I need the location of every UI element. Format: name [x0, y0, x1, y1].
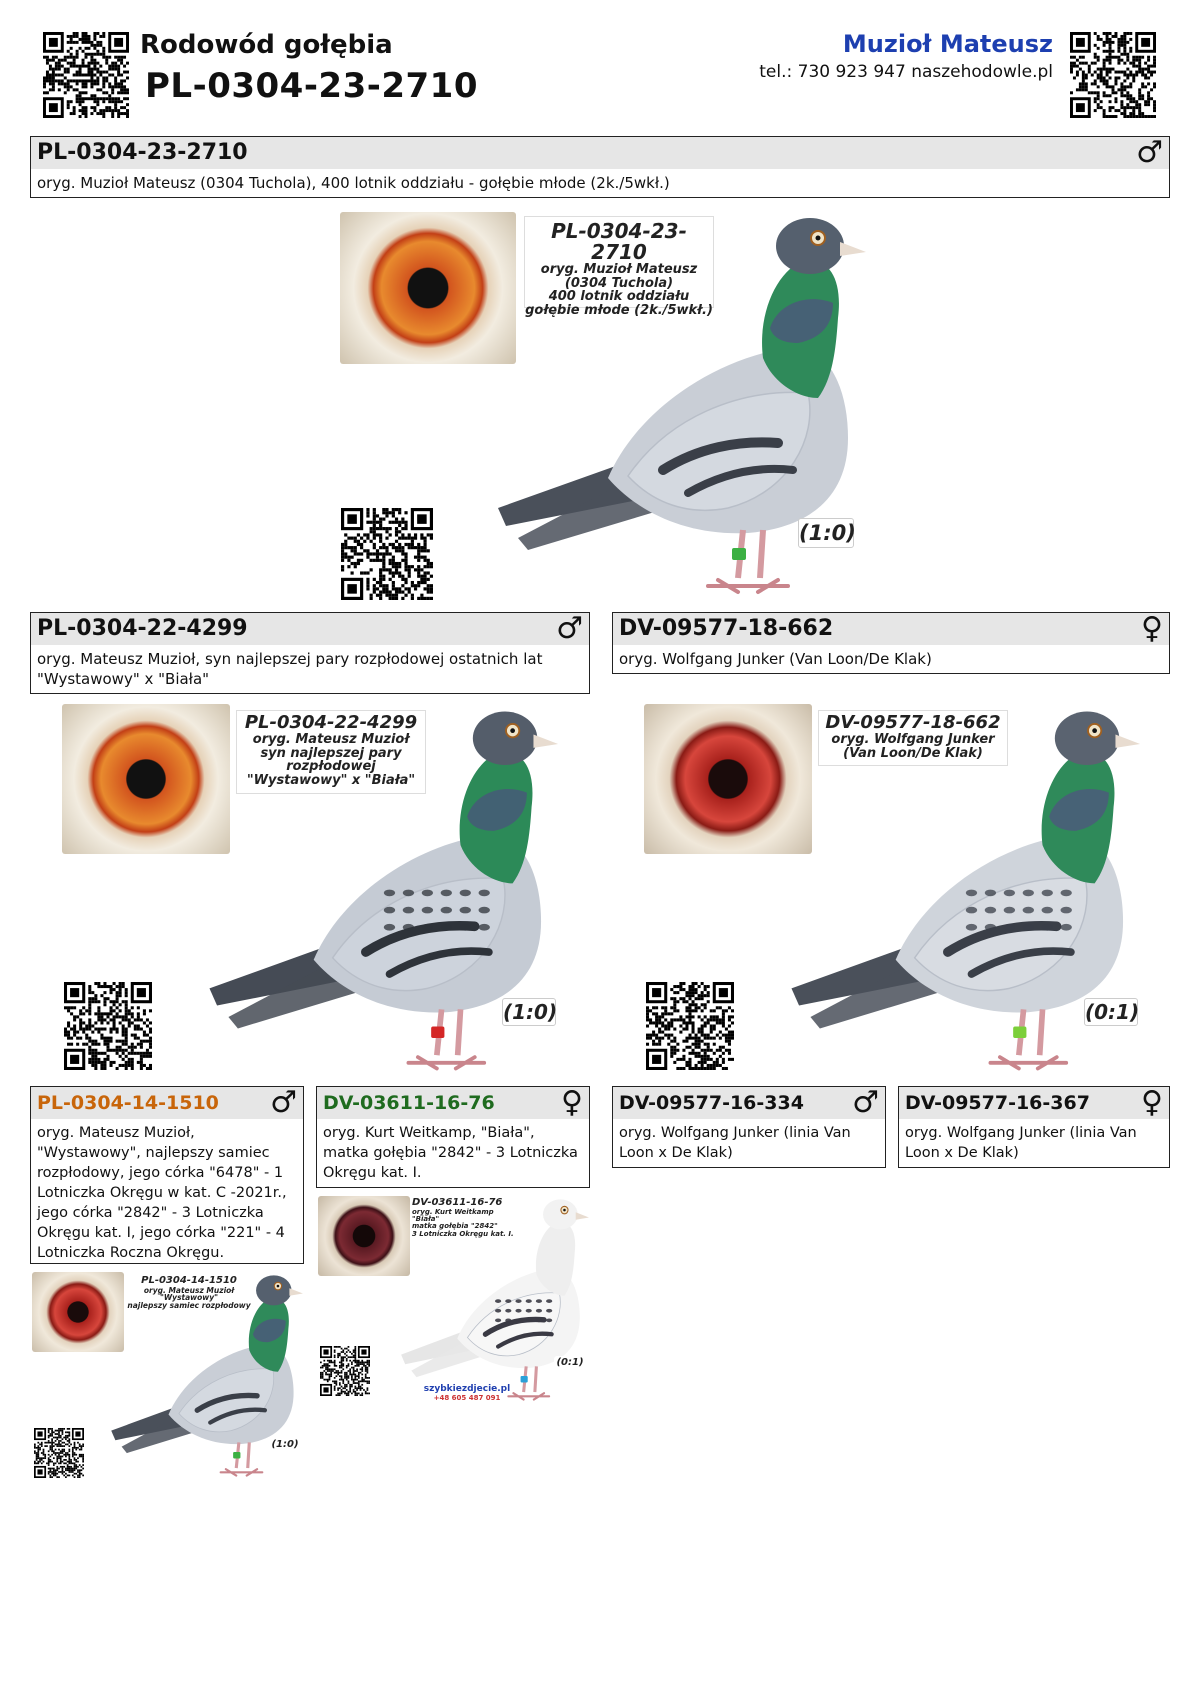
- ratio-label: (1:0): [503, 1000, 558, 1024]
- paternal-grandfather-box: [30, 1086, 304, 1264]
- pigeon-check-mark: [422, 890, 433, 897]
- father-pigeon-photo: [60, 702, 560, 1080]
- pigeon-check-mark: [422, 924, 433, 931]
- main-pigeon-box: [30, 136, 1170, 198]
- paternal-grandfather-ring: PL-0304-14-1510: [37, 1092, 219, 1114]
- photo-caption-line: matka gołębia "2842": [412, 1222, 498, 1231]
- father-header: [31, 613, 589, 645]
- maternal-grandmother-box: [898, 1086, 1170, 1168]
- owner-name: Muzioł Mateusz: [842, 30, 1053, 58]
- pigeon-check-mark: [384, 890, 395, 897]
- pigeon-check-mark: [985, 907, 996, 914]
- pigeon-check-mark: [1042, 907, 1053, 914]
- pigeon-check-mark: [526, 1309, 532, 1313]
- pigeon-check-mark: [384, 924, 395, 931]
- mother-description: oryg. Wolfgang Junker (Van Loon/De Klak): [619, 650, 932, 668]
- maternal-grandfather-box: [612, 1086, 886, 1168]
- paternal-grandfather-description: oryg. Mateusz Muzioł, "Wystawowy", najlepszy samiec rozpłodowy, jego córka "6478" - 1 Lotniczka Okręgu w kat. C -2021r., jego córka "2842" - 3 Lotniczka Okręgu kat. I, jego córka "221" - 4 Lotniczka Roczna Okręgu.: [37, 1125, 287, 1261]
- pigeon-feet: [990, 1057, 1066, 1068]
- pigeon-beak: [289, 1288, 303, 1295]
- page-title: Rodowód gołębia: [140, 30, 393, 60]
- photo-caption-ring: PL-0304-14-1510: [141, 1275, 237, 1286]
- pigeon-head: [1055, 712, 1119, 765]
- mother-ring: DV-09577-18-662: [619, 616, 834, 641]
- paternal-grandfather-photo: [30, 1270, 304, 1482]
- header-qr-code-right: [1070, 32, 1156, 118]
- pigeon-check-mark: [1061, 924, 1072, 931]
- photo-caption-line: "Wystawowy": [160, 1293, 218, 1303]
- pigeon-head: [776, 218, 844, 274]
- pigeon-feet: [221, 1469, 263, 1475]
- pigeon-check-mark: [1042, 924, 1053, 931]
- paternal-grandfather-header: [31, 1087, 303, 1119]
- ratio-label: (1:0): [270, 1438, 300, 1454]
- pigeon-check-mark: [505, 1318, 511, 1322]
- watermark-phone: +48 605 487 091: [433, 1394, 501, 1402]
- pigeon-check-mark: [460, 924, 471, 931]
- pigeon-pupil: [1092, 728, 1097, 733]
- pigeon-check-mark: [1023, 907, 1034, 914]
- mother-pigeon-photo: [642, 702, 1142, 1080]
- pigeon-check-mark: [536, 1299, 542, 1303]
- pigeon-check-mark: [546, 1318, 552, 1322]
- maternal-grandfather-description: oryg. Wolfgang Junker (linia Van Loon x De Klak): [619, 1125, 851, 1161]
- main-pigeon-ring: PL-0304-23-2710: [37, 140, 248, 165]
- pigeon-check-mark: [1004, 907, 1015, 914]
- maternal-grandmother-ring: DV-09577-16-367: [905, 1092, 1090, 1114]
- main-pigeon-description: oryg. Muzioł Mateusz (0304 Tuchola), 400 lotnik oddziału - gołębie młode (2k./5wkł.): [37, 174, 670, 192]
- photo-caption-line: najlepszy samiec rozpłodowy: [127, 1301, 251, 1311]
- pigeon-check-mark: [460, 907, 471, 914]
- photo-caption-line: oryg. Wolfgang Junker: [831, 731, 995, 747]
- maternal-grandfather-ring: DV-09577-16-334: [619, 1092, 804, 1114]
- photo-qr-code: [34, 1428, 84, 1478]
- pigeon-pupil: [563, 1209, 566, 1212]
- pigeon-check-mark: [515, 1318, 521, 1322]
- pigeon-check-mark: [526, 1318, 532, 1322]
- pigeon-picture: [396, 1194, 590, 1406]
- pigeon-pupil: [816, 236, 821, 241]
- pigeon-check-mark: [1023, 890, 1034, 897]
- photo-caption-line: oryg. Muzioł Mateusz: [540, 262, 698, 277]
- photo-caption-line: oryg. Mateusz Muzioł: [252, 731, 410, 747]
- photo-caption-line: "Biała": [412, 1214, 440, 1223]
- photo-caption-line: (0304 Tuchola): [564, 275, 674, 291]
- paternal-grandmother-box: [316, 1086, 590, 1188]
- pigeon-check-mark: [384, 907, 395, 914]
- pigeon-check-mark: [422, 907, 433, 914]
- pigeon-check-mark: [515, 1299, 521, 1303]
- pigeon-pupil: [277, 1285, 280, 1288]
- photo-caption-line: oryg. Kurt Weitkamp: [412, 1207, 494, 1216]
- pigeon-check-mark: [479, 907, 490, 914]
- pigeon-beak: [840, 242, 866, 256]
- pigeon-check-mark: [479, 924, 490, 931]
- photo-qr-code: [320, 1346, 370, 1396]
- photo-caption-line: gołębie młode (2k./5wkł.): [525, 302, 713, 318]
- pigeon-check-mark: [505, 1309, 511, 1313]
- pigeon-check-mark: [1042, 890, 1053, 897]
- owner-contact: tel.: 730 923 947 naszehodowle.pl: [759, 62, 1053, 82]
- pigeon-check-mark: [495, 1318, 501, 1322]
- pigeon-pupil: [510, 728, 515, 733]
- maternal-grandfather-header: [613, 1087, 885, 1119]
- paternal-grandmother-ring: DV-03611-16-76: [323, 1092, 495, 1114]
- photo-caption-line: 3 Lotniczka Okręgu kat. I.: [412, 1229, 514, 1238]
- pigeon-ring-band: [521, 1376, 528, 1382]
- maternal-grandmother-description: oryg. Wolfgang Junker (linia Van Loon x De Klak): [905, 1125, 1137, 1161]
- ratio-label: (0:1): [554, 1356, 586, 1372]
- pigeon-check-mark: [546, 1309, 552, 1313]
- photographer-watermark: [412, 1384, 522, 1404]
- paternal-grandmother-header: [317, 1087, 589, 1119]
- pigeon-check-mark: [966, 907, 977, 914]
- photo-caption-line: rozpłodowej: [286, 759, 376, 775]
- pigeon-head: [543, 1199, 578, 1229]
- pigeon-check-mark: [1004, 890, 1015, 897]
- male-symbol-icon: ♂: [270, 1085, 297, 1120]
- pigeon-check-mark: [441, 890, 452, 897]
- ratio-label: (1:0): [798, 518, 854, 548]
- paternal-grandmother-description: oryg. Kurt Weitkamp, "Biała", matka gołębia "2842" - 3 Lotniczka Okręgu kat. I.: [323, 1125, 578, 1181]
- pigeon-check-mark: [546, 1299, 552, 1303]
- pigeon-check-mark: [495, 1309, 501, 1313]
- pigeon-check-mark: [403, 924, 414, 931]
- pigeon-check-mark: [460, 890, 471, 897]
- pigeon-head: [473, 712, 537, 765]
- pigeon-check-mark: [403, 907, 414, 914]
- photo-qr-code: [341, 508, 433, 600]
- female-symbol-icon: ♀: [561, 1085, 583, 1120]
- pigeon-check-mark: [441, 907, 452, 914]
- pigeon-check-mark: [479, 890, 490, 897]
- maternal-grandmother-header: [899, 1087, 1169, 1119]
- photo-caption-ring: DV-09577-18-662: [825, 712, 1001, 733]
- pigeon-check-mark: [1023, 924, 1034, 931]
- pigeon-feet: [708, 580, 788, 592]
- pigeon-check-mark: [966, 924, 977, 931]
- female-symbol-icon: ♀: [1141, 611, 1163, 646]
- pigeon-check-mark: [1061, 907, 1072, 914]
- pigeon-check-mark: [1004, 924, 1015, 931]
- pigeon-check-mark: [966, 890, 977, 897]
- pigeon-check-mark: [526, 1299, 532, 1303]
- pigeon-check-mark: [536, 1318, 542, 1322]
- main-pigeon-header: [31, 137, 1169, 169]
- photo-caption-line: 400 lotnik oddziału: [548, 289, 690, 305]
- ratio-label: (0:1): [1085, 1000, 1140, 1024]
- mother-box: [612, 612, 1170, 674]
- header-ring-number: PL-0304-23-2710: [145, 66, 478, 106]
- photo-caption-ring: PL-0304-23-2710: [551, 219, 687, 264]
- pigeon-check-mark: [536, 1309, 542, 1313]
- pigeon-check-mark: [985, 924, 996, 931]
- photo-caption-ring: PL-0304-22-4299: [244, 712, 418, 733]
- pigeon-ring-band: [1013, 1027, 1026, 1038]
- pigeon-ring-band: [732, 548, 746, 560]
- father-description: oryg. Mateusz Muzioł, syn najlepszej pary rozpłodowej ostatnich lat "Wystawowy" x "Biała": [37, 650, 543, 688]
- father-box: [30, 612, 590, 694]
- photo-qr-code: [646, 982, 734, 1070]
- pigeon-check-mark: [515, 1309, 521, 1313]
- pigeon-beak: [1115, 734, 1140, 747]
- female-symbol-icon: ♀: [1141, 1085, 1163, 1120]
- watermark-text: szybkiezdjecie.pl: [423, 1384, 511, 1394]
- pigeon-beak: [533, 734, 558, 747]
- male-symbol-icon: ♂: [852, 1085, 879, 1120]
- pigeon-beak: [576, 1212, 589, 1219]
- father-ring: PL-0304-22-4299: [37, 616, 248, 641]
- pigeon-check-mark: [441, 924, 452, 931]
- pigeon-check-mark: [1061, 890, 1072, 897]
- pigeon-check-mark: [495, 1299, 501, 1303]
- male-symbol-icon: ♂: [556, 611, 583, 646]
- pigeon-check-mark: [403, 890, 414, 897]
- photo-caption-line: syn najlepszej pary: [260, 745, 402, 761]
- paternal-grandmother-photo: [316, 1194, 590, 1406]
- main-pigeon-photo: [338, 208, 868, 604]
- photo-caption-line: oryg. Mateusz Muzioł: [143, 1285, 235, 1295]
- pigeon-check-mark: [505, 1299, 511, 1303]
- photo-qr-code: [64, 982, 152, 1070]
- pigeon-check-mark: [985, 890, 996, 897]
- male-symbol-icon: ♂: [1136, 135, 1163, 170]
- photo-caption-line: "Wystawowy" x "Biała": [246, 772, 416, 788]
- pigeon-ring-band: [431, 1027, 444, 1038]
- photo-caption-line: (Van Loon/De Klak): [843, 745, 983, 761]
- header-qr-code-left: [43, 32, 129, 118]
- pigeon-head: [256, 1275, 291, 1305]
- pigeon-ring-band: [233, 1452, 240, 1458]
- photo-caption-ring: DV-03611-16-76: [412, 1197, 503, 1208]
- pigeon-feet: [408, 1057, 484, 1068]
- mother-header: [613, 613, 1169, 645]
